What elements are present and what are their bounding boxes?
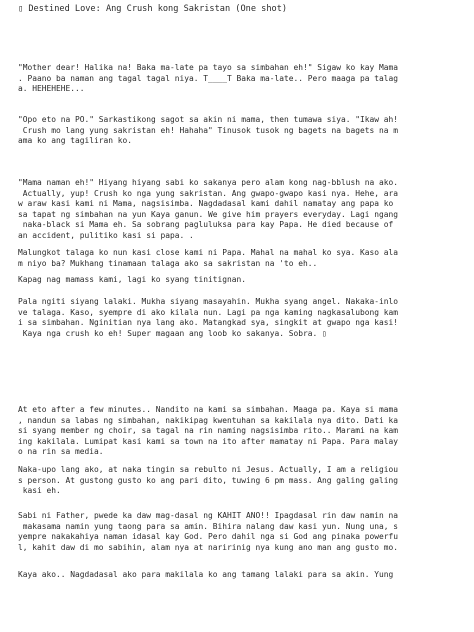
paragraph-2: [18, 115, 466, 147]
text-line: "Mama naman eh!" Hiyang hiyang sabi ko sakanya pero alam kong nag-bblush na ako.: [18, 178, 399, 187]
text-line: o na rin sa media.: [18, 447, 104, 457]
text-line: ama ko ang tagiliran ko.: [18, 136, 133, 146]
text-line: ing kakilala. Lumipat kasi kami sa town na ito after mamatay ni Papa. Para malay: [18, 436, 399, 446]
text-line: si syang member ng choir, sa tagal na rin naming nagsisimba rito.. Marami na kam: [18, 426, 399, 436]
paragraph-10: [18, 570, 466, 581]
paragraph-3: [18, 178, 466, 242]
text-line: Pala ngiti siyang lalaki. Mukha siyang masayahin. Mukha syang angel. Nakaka-inlo: [18, 297, 399, 306]
text-line: Crush mo lang yung sakristan eh! Hahaha" Tinusok tusok ng bagets na bagets na m: [18, 125, 399, 135]
paragraph-1: [18, 63, 466, 95]
text-line: ve talaga. Kaso, syempre di ako kilala nun. Lagi pa nga kaming nagkasalubong kam: [18, 307, 399, 317]
text-line: Kaya nga crush ko eh! Super magaan ang loob ko sakanya. Sobra. ▯: [18, 328, 327, 338]
text-line: "Mother dear! Halika na! Baka ma-late pa tayo sa simbahan eh!" Sigaw ko kay Mama: [18, 63, 399, 72]
text-line: yempre nakakahiya naman idasal kay God. Pero dahil nga si God ang pinaka powerfu: [18, 532, 399, 542]
text-line: Kapag nag mamass kami, lagi ko syang tinitignan.: [18, 275, 247, 284]
text-line: Malungkot talaga ko nun kasi close kami ni Papa. Mahal na mahal ko sya. Kaso ala: [18, 248, 399, 257]
text-line: At eto after a few minutes.. Nandito na kami sa simbahan. Maaga pa. Kaya si mama: [18, 405, 399, 414]
text-line: an accident, pulitiko kasi si papa. .: [18, 230, 194, 240]
paragraph-6: [18, 297, 466, 339]
text-line: i sa simbahan. Nginitian nya lang ako. Matangkad sya, singkit at gwapo nga kasi!: [18, 318, 399, 328]
text-line: Kaya ako.. Nagdadasal ako para makilala ko ang tamang lalaki para sa akin. Yung: [18, 570, 394, 579]
text-line: makasama namin yung taong para sa amin. Bihira nalang daw kasi yun. Nung una, s: [18, 521, 399, 531]
text-line: Actually, yup! Crush ko nga yung sakristan. Ang gwapo-gwapo kasi nya. Hehe, ara: [18, 188, 399, 198]
paragraph-5: [18, 275, 466, 286]
text-line: m niyo ba? Mukhang tinamaan talaga ako sa sakristan na 'to eh..: [18, 258, 318, 268]
text-line: naka-black si Mama eh. Sa sobrang pagluluksa para kay Papa. He died because of: [18, 220, 394, 230]
paragraph-9: [18, 511, 466, 553]
text-line: , nandun sa labas ng simbahan, nakikipag kwentuhan sa kakilala nya dito. Dati ka: [18, 415, 399, 425]
document-title: ▯ Destined Love: Ang Crush kong Sakristan (One shot): [18, 4, 288, 14]
text-line: . Paano ba naman ang tagal tagal niya. T____T Baka ma-late.. Pero maaga pa talag: [18, 73, 399, 83]
paragraph-8: [18, 465, 466, 497]
paragraph-4: [18, 248, 466, 269]
text-line: kasi eh.: [18, 486, 61, 496]
text-line: Sabi ni Father, pwede ka daw mag-dasal ng KAHIT ANO!! Ipagdasal rin daw namin na: [18, 511, 399, 520]
text-line: Naka-upo lang ako, at naka tingin sa rebulto ni Jesus. Actually, I am a religiou: [18, 465, 399, 474]
text-line: l, kahit daw di mo sabihin, alam nya at naririnig nya kung ano man ang gusto mo.: [18, 542, 399, 552]
text-line: s person. At gustong gusto ko ang pari dito, tuwing 6 pm mass. Ang galing galing: [18, 475, 399, 485]
text-line: w araw kasi kami ni Mama, nagsisimba. Nagdadasal kami dahil namatay ang papa ko: [18, 199, 394, 209]
text-line: "Opo eto na PO." Sarkastikong sagot sa akin ni mama, then tumawa siya. "Ikaw ah!: [18, 115, 399, 124]
text-line: sa tapat ng simbahan na yun Kaya ganun. We give him prayers everyday. Lagi ngang: [18, 209, 399, 219]
text-line: a. HEHEHEHE...: [18, 84, 85, 94]
paragraph-7: [18, 405, 466, 458]
